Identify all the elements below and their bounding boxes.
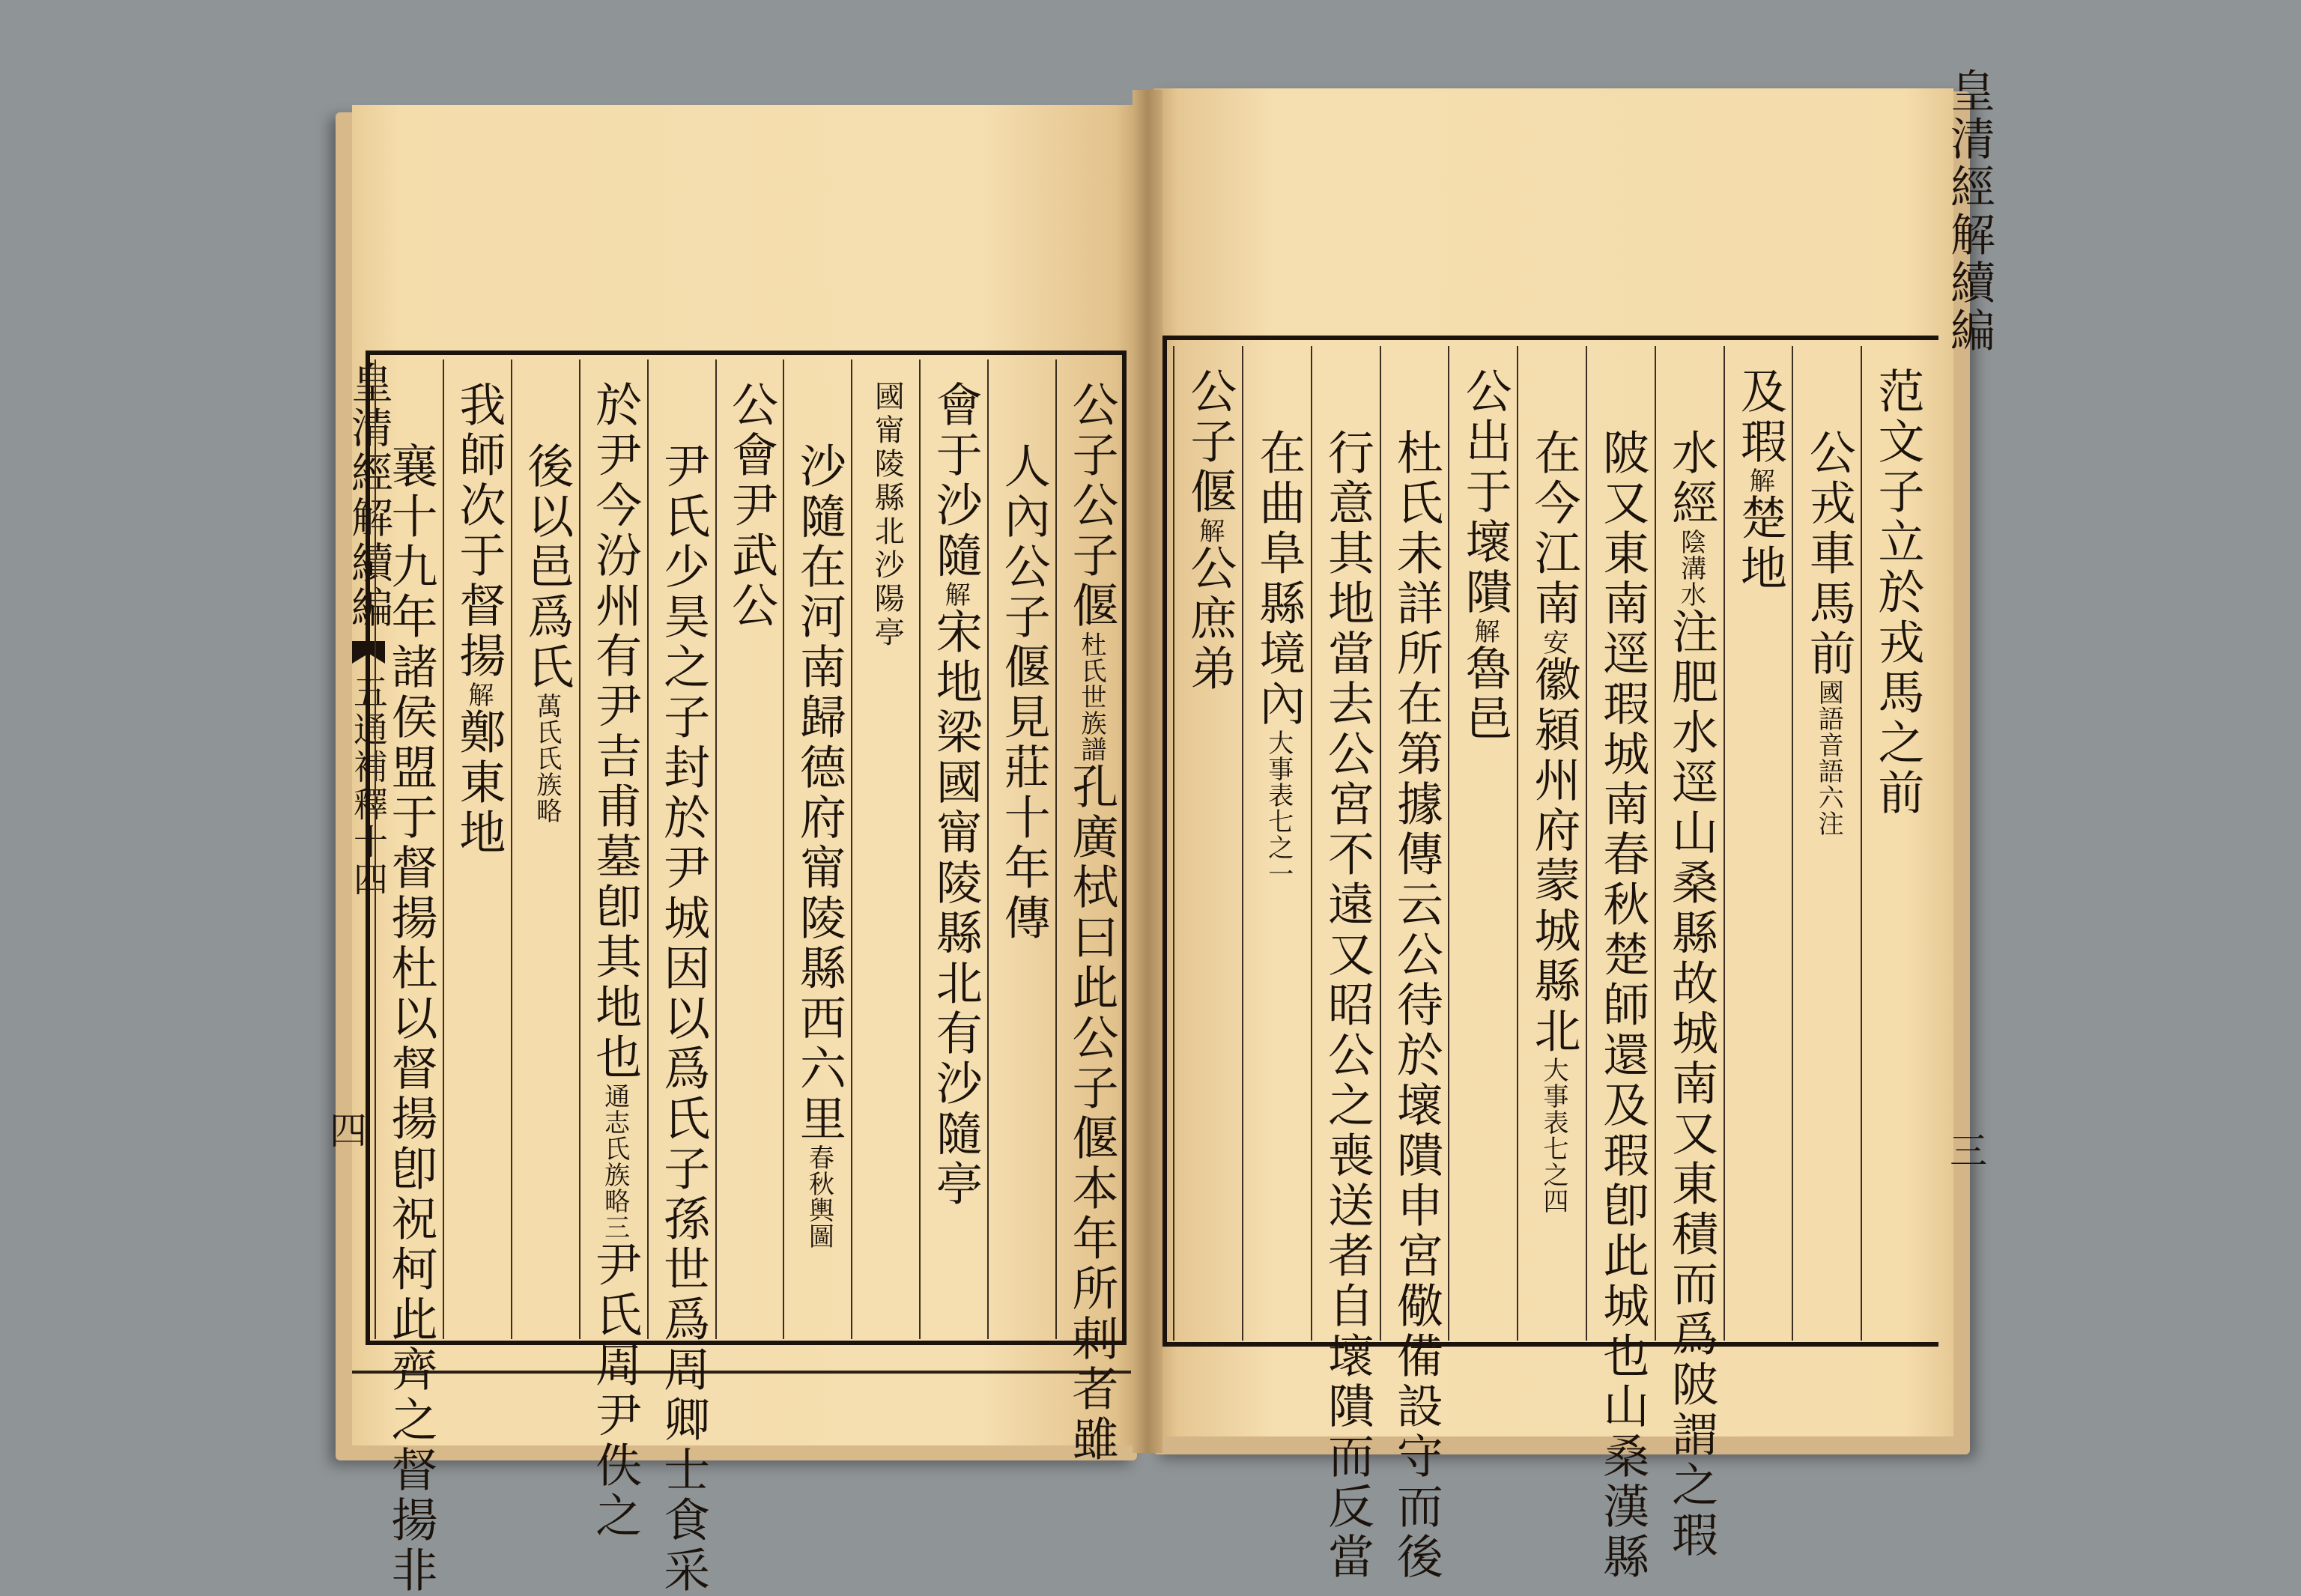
text-column <box>851 359 919 1339</box>
column-text: 宋地梁國甯陵縣北有沙隨亭 <box>928 607 983 1210</box>
text-column <box>579 359 647 1541</box>
column-text: 我師次于督揚 <box>451 380 506 682</box>
column-text: 後以邑爲氏 <box>519 442 575 693</box>
annotation-note: 大事表七之四 <box>1538 1057 1568 1214</box>
left-bottom-rule <box>352 1371 1131 1374</box>
text-column <box>647 359 715 1596</box>
column-text: 在今江南 <box>1526 428 1581 629</box>
right-margin-title: 皇清經解續編 <box>1943 67 1995 355</box>
column-text: 公子公子偃 <box>1064 380 1119 631</box>
text-column <box>1311 346 1380 1583</box>
text-column <box>511 359 579 1339</box>
annotation-note: 陰溝水 <box>1676 529 1706 607</box>
column-text: 沙隨在河南歸德府甯陵縣西六里 <box>792 442 847 1144</box>
column-text: 公庶弟 <box>1182 544 1237 694</box>
text-column <box>375 359 443 1596</box>
text-column <box>919 359 987 1339</box>
left-folio: 四 <box>330 1109 367 1153</box>
column-text: 鄭東地 <box>451 708 506 858</box>
text-column <box>1586 346 1655 1583</box>
annotation-note: 解 <box>463 682 494 708</box>
column-text: 行意其地當去公宮不遠又昭公之喪送者自壞隤而反當 <box>1320 428 1375 1583</box>
column-text: 人內公子偃見莊十年傳 <box>996 442 1052 944</box>
column-text: 公出于壞隤 <box>1458 367 1513 618</box>
column-text: 在曲阜縣境內 <box>1251 428 1306 729</box>
book-gutter <box>1133 90 1162 1453</box>
annotation-note: 萬氏氏族略 <box>531 693 562 824</box>
annotation-note: 春秋輿圖 <box>804 1144 834 1249</box>
column-text: 魯邑 <box>1458 644 1513 744</box>
left-text-columns <box>375 359 1124 1596</box>
text-column <box>1242 346 1311 1341</box>
annotation-note: 解 <box>1744 467 1775 494</box>
left-margin-title: 皇清經解續編五通補釋十四 <box>345 361 393 899</box>
column-text: 尹氏周尹佚之 <box>587 1240 643 1541</box>
text-column <box>1380 346 1449 1583</box>
text-column <box>987 359 1055 1339</box>
column-text: 尹氏少昊之子封於尹城因以爲氏子孫世爲周卿士食采 <box>655 442 711 1596</box>
column-text: 杜氏未詳所在第據傳云公待於壞隤申宮儆備設守而後 <box>1389 428 1444 1583</box>
annotation-note: 解 <box>1194 518 1225 544</box>
annotation-note: 國語音語六注 <box>1813 679 1844 837</box>
column-text: 公戎車馬前 <box>1801 428 1857 679</box>
text-column <box>1448 346 1517 1341</box>
text-column <box>1724 346 1792 1341</box>
column-text: 楚地 <box>1732 494 1788 594</box>
text-column <box>783 359 851 1339</box>
text-column <box>1655 346 1724 1561</box>
text-column <box>443 359 511 1339</box>
annotation-note: 解 <box>1470 618 1500 644</box>
column-text: 國甯陵縣北沙陽亭 <box>870 380 905 650</box>
text-column <box>1861 346 1929 1341</box>
text-column <box>1173 346 1242 1341</box>
right-text-columns <box>1173 346 1929 1583</box>
column-text: 孔廣栻曰此公子偃本年所剌者雖 <box>1064 762 1119 1465</box>
column-text: 公子偃 <box>1182 367 1237 518</box>
column-text: 公會尹武公 <box>724 380 779 631</box>
annotation-note: 安 <box>1538 629 1568 655</box>
right-folio: 三 <box>1944 1131 1987 1168</box>
column-text: 注肥水逕山桑縣故城南又東積而爲陂謂之瑕 <box>1664 607 1719 1561</box>
text-column <box>1517 346 1586 1341</box>
annotation-note: 杜氏世族譜 <box>1076 631 1106 762</box>
annotation-note: 解 <box>940 581 971 607</box>
column-text: 會于沙隨 <box>928 380 983 581</box>
column-text: 於尹今汾州有尹吉甫墓卽其地也 <box>587 380 643 1083</box>
column-text: 襄十九年諸侯盟于督揚杜以督揚卽祝柯此齊之督揚非 <box>383 442 438 1596</box>
column-text: 徽潁州府蒙城縣北 <box>1526 655 1581 1057</box>
annotation-note: 大事表七之一 <box>1263 729 1294 887</box>
column-text: 范文子立於戎馬之前 <box>1870 367 1925 819</box>
column-text: 及瑕 <box>1732 367 1788 467</box>
column-text: 陂又東南逕瑕城南春秋楚師還及瑕卽此城也山桑漢縣 <box>1595 428 1650 1583</box>
annotation-note: 通志氏族略三 <box>599 1083 630 1240</box>
text-column <box>1792 346 1861 1341</box>
column-text: 水經 <box>1664 428 1719 529</box>
text-column <box>1055 359 1124 1465</box>
text-column <box>715 359 783 1339</box>
